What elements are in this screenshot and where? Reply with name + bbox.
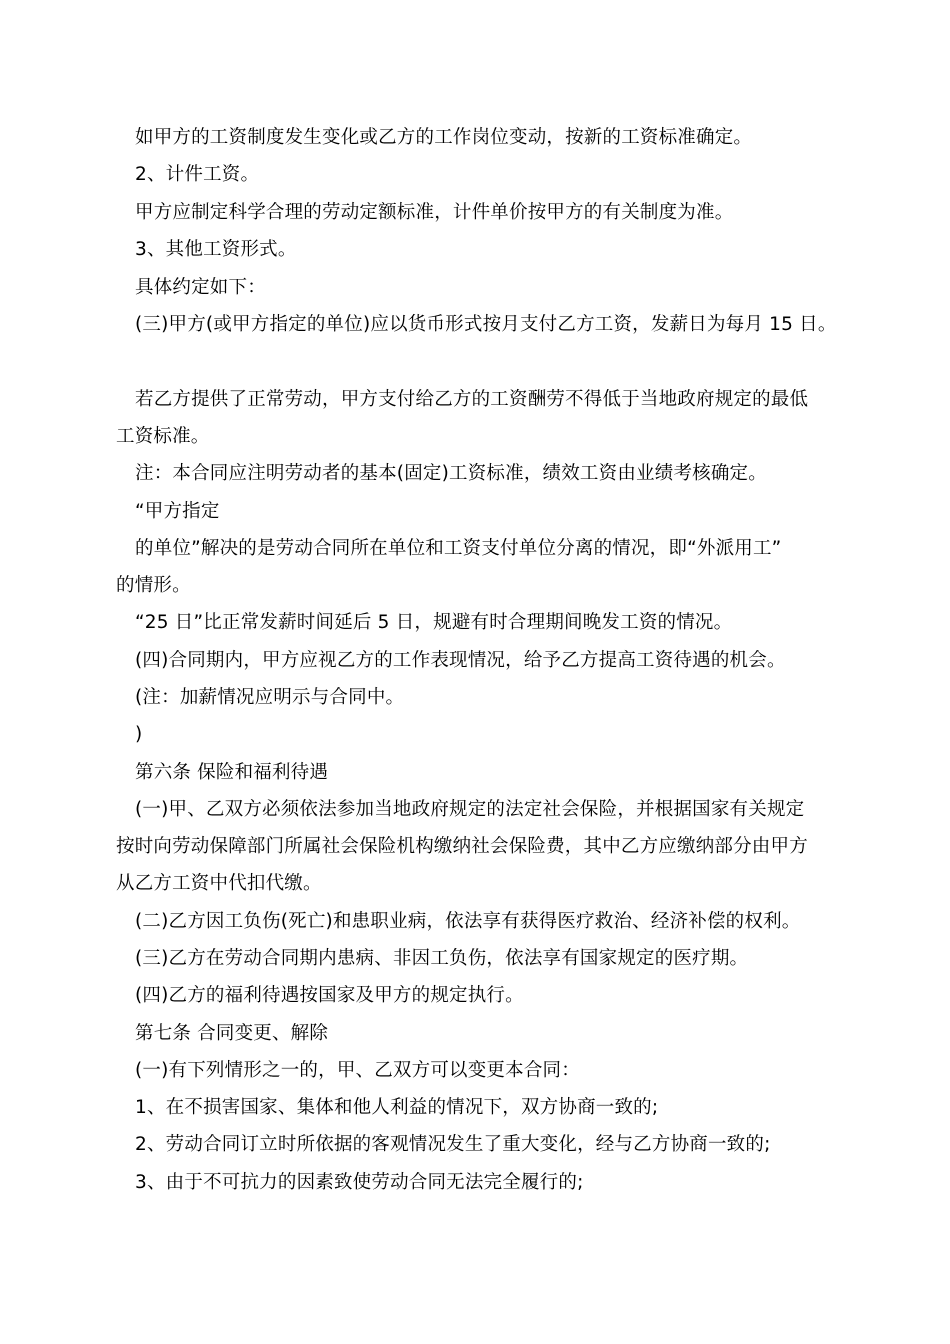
paragraph-line: 如甲方的工资制度发生变化或乙方的工作岗位变动，按新的工资标准确定。 bbox=[135, 127, 753, 148]
paragraph-line: 甲方应制定科学合理的劳动定额标准，计件单价按甲方的有关制度为准。 bbox=[135, 202, 734, 223]
paragraph-line: 注：本合同应注明劳动者的基本(固定)工资标准，绩效工资由业绩考核确定。 bbox=[135, 463, 767, 484]
paragraph-line: (注：加薪情况应明示与合同中。 bbox=[135, 687, 405, 708]
paragraph-line: 按时向劳动保障部门所属社会保险机构缴纳社会保险费，其中乙方应缴纳部分由甲方 bbox=[116, 836, 808, 857]
paragraph-line: (三)乙方在劳动合同期内患病、非因工负伤，依法享有国家规定的医疗期。 bbox=[135, 948, 749, 969]
paragraph-line: 1、在不损害国家、集体和他人利益的情况下，双方协商一致的; bbox=[135, 1097, 659, 1118]
paragraph-line: ) bbox=[135, 724, 143, 745]
paragraph-line: 2、计件工资。 bbox=[135, 164, 260, 185]
paragraph-line: 若乙方提供了正常劳动，甲方支付给乙方的工资酬劳不得低于当地政府规定的最低 bbox=[135, 389, 809, 410]
paragraph-line: (四)合同期内，甲方应视乙方的工作表现情况，给予乙方提高工资待遇的机会。 bbox=[135, 650, 786, 671]
paragraph-line: “25 日”比正常发薪时间延后 5 日，规避有时合理期间晚发工资的情况。 bbox=[135, 612, 733, 633]
paragraph-line: “甲方指定 bbox=[135, 501, 220, 522]
paragraph-line: 3、其他工资形式。 bbox=[135, 239, 297, 260]
paragraph-line: 从乙方工资中代扣代缴。 bbox=[116, 873, 322, 894]
paragraph-line: (三)甲方(或甲方指定的单位)应以货币形式按月支付乙方工资，发薪日为每月 15 日。 bbox=[135, 314, 837, 335]
paragraph-line: (二)乙方因工负伤(死亡)和患职业病，依法享有获得医疗救治、经济补偿的权利。 bbox=[135, 911, 801, 932]
paragraph-line: 3、由于不可抗力的因素致使劳动合同无法完全履行的; bbox=[135, 1172, 584, 1193]
paragraph-line: (一)甲、乙双方必须依法参加当地政府规定的法定社会保险，并根据国家有关规定 bbox=[135, 799, 805, 820]
paragraph-line: 2、劳动合同订立时所依据的客观情况发生了重大变化，经与乙方协商一致的; bbox=[135, 1134, 771, 1155]
paragraph-line: 具体约定如下： bbox=[135, 277, 266, 298]
paragraph-line: (一)有下列情形之一的，甲、乙双方可以变更本合同： bbox=[135, 1060, 580, 1081]
paragraph-line: 工资标准。 bbox=[116, 426, 210, 447]
paragraph-line: 的单位”解决的是劳动合同所在单位和工资支付单位分离的情况，即“外派用工” bbox=[135, 538, 782, 559]
section-heading: 第六条 保险和福利待遇 bbox=[135, 762, 329, 783]
paragraph-line: (四)乙方的福利待遇按国家及甲方的规定执行。 bbox=[135, 985, 524, 1006]
paragraph-line: 的情形。 bbox=[116, 575, 191, 596]
section-heading: 第七条 合同变更、解除 bbox=[135, 1023, 329, 1044]
